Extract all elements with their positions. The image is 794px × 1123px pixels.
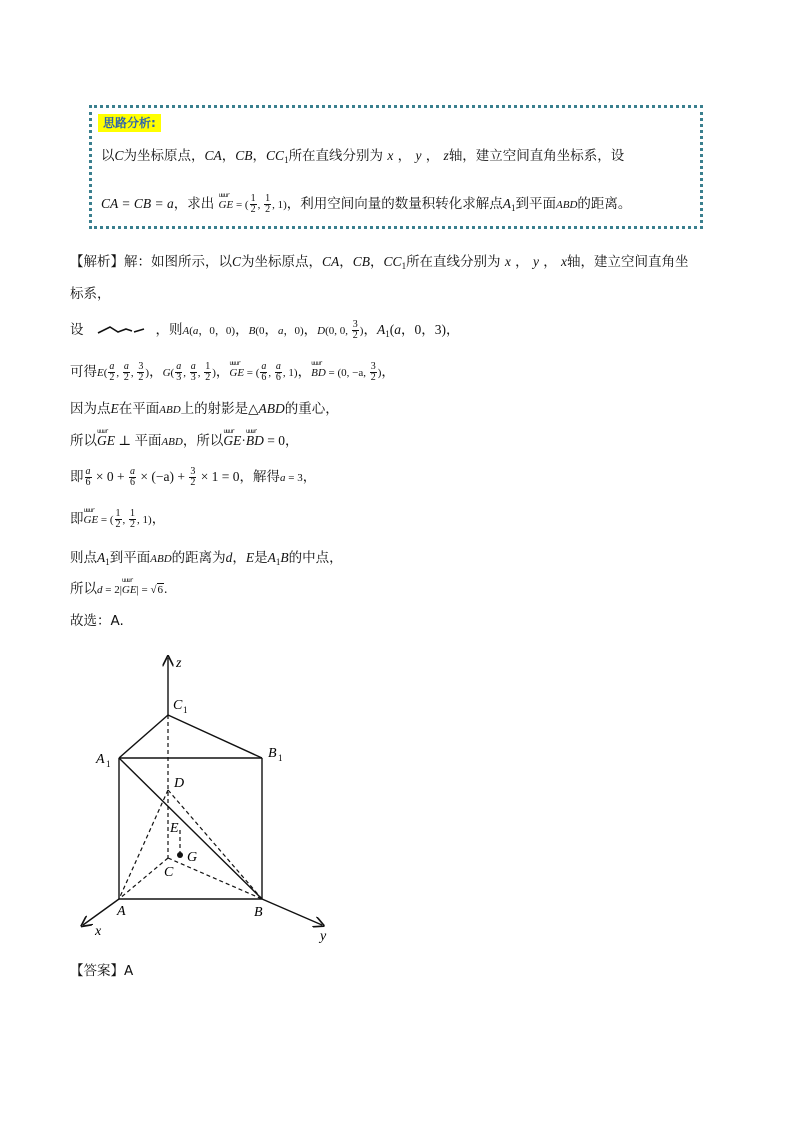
solution-line-11: 故选：A. (70, 613, 124, 629)
x-axis (83, 899, 119, 925)
svg-text:z: z (176, 656, 182, 671)
answer-line: 【答案】A (70, 963, 134, 979)
svg-text:G: G (187, 850, 198, 865)
scribble-icon (96, 323, 146, 337)
solution-line-6: 所以uuur GE ⊥ 平面ABD，所以uuur GE·uuur BD = 0， (70, 430, 298, 453)
solution-line-10: 所以d = 2|uuur GE| = √6. (70, 578, 167, 601)
point-g (177, 852, 183, 858)
y-axis (262, 899, 322, 925)
solution-line-3: 设 ，则A(a，0，0)，B(0，a，0)，D(0, 0, $\frac{3}{2}$ )，$A_1(a$，0，3)， (70, 318, 460, 341)
svg-text:C: C (173, 698, 183, 713)
analysis-badge: 思路分析: (98, 114, 161, 132)
svg-text:E: E (170, 821, 179, 836)
svg-text:1: 1 (183, 705, 188, 715)
solution-line-7: 即 $\frac{a}{6}$ × 0 + $\frac{a}{6}$ × (−a) + $\frac{3}{2}$ × 1 = 0，解得a = 3， (70, 465, 317, 488)
solution-line-2: 标系， (70, 286, 111, 302)
svg-text:A: A (117, 904, 126, 919)
svg-text:C: C (164, 865, 174, 880)
analysis-line-1: 以C为坐标原点，CA，CB，$CC_1$所在直线分别为 x ， y ， z轴，建立空间直角坐标系，设 (101, 148, 625, 165)
svg-text:B: B (268, 746, 277, 761)
solution-line-9: 则点$A_1$到平面ABD的距离为d，E是$A_1B$的中点， (70, 550, 343, 567)
solution-line-5: 因为点E在平面ABD上的射影是△ABD的重心， (70, 401, 339, 417)
svg-text:1: 1 (278, 753, 283, 763)
svg-text:D: D (174, 776, 185, 791)
solution-line-1: 【解析】解：如图所示，以C为坐标原点，CA，CB，$CC_1$所在直线分别为 x ， y ， x轴，建立空间直角坐 (70, 254, 689, 271)
svg-text:A: A (96, 752, 105, 767)
svg-text:x: x (95, 924, 102, 939)
svg-text:B: B (254, 905, 263, 920)
svg-text:y: y (320, 929, 327, 944)
analysis-line-2: CA = CB = a，求出 uuur GE = ( $\frac{1}{2}$ , $\frac{1}{2}$ , 1)，利用空间向量的数量积转化求解点$A_1$到平面ABD的距离。 (101, 193, 631, 219)
prism-figure (80, 650, 350, 950)
solution-line-4: 可得E( $\frac{a}{2}$ , $\frac{a}{2}$ , $\frac{3}{2}$ )，G( $\frac{a}{3}$ , $\frac{a}{3}$ , $\frac{1}{2}$ )，uuur GE = ( $\frac{a}{6}$ , $\frac{a}{6}$ , 1)，uuur BD = (0, −a, $\frac{3}{2}$ )， (70, 361, 395, 384)
solution-line-8: 即uuur GE = ( $\frac{1}{2}$ , $\frac{1}{2}$ , 1)， (70, 508, 165, 531)
svg-text:1: 1 (106, 759, 111, 769)
